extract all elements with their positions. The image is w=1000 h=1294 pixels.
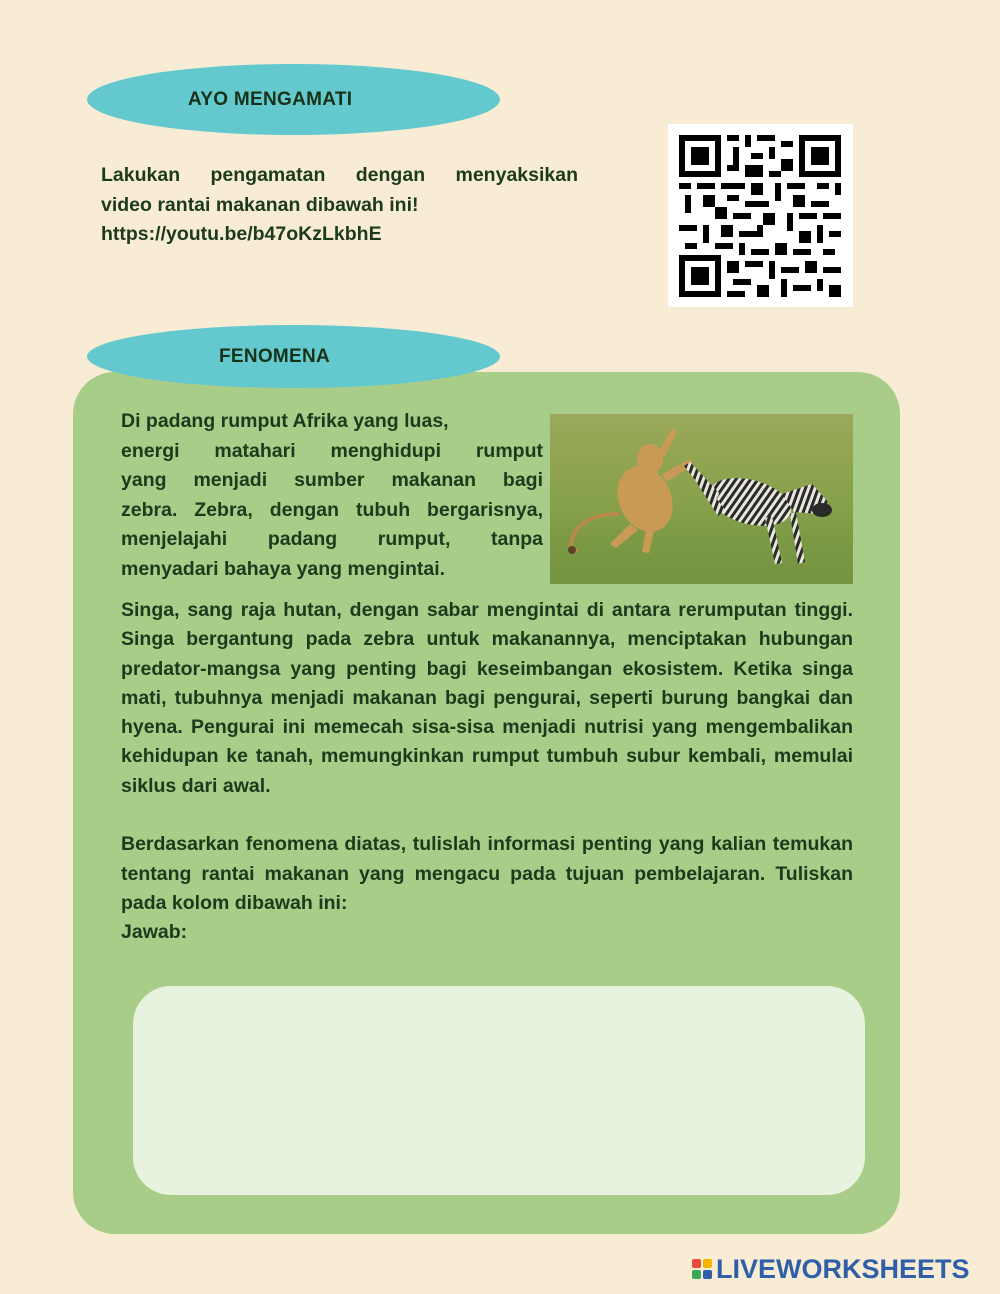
answer-label: Jawab: — [121, 921, 188, 944]
section-title-phenomenon-label: FENOMENA — [218, 345, 331, 367]
intro-line-1: Lakukan pengamatan dengan menyaksikan — [101, 164, 578, 186]
qr-code-icon — [668, 124, 853, 307]
answer-input[interactable] — [133, 986, 865, 1195]
brand-name: LIVEWORKSHEETS — [716, 1253, 970, 1284]
section-title-phenomenon — [87, 325, 500, 388]
story-line-4: zebra. Zebra, dengan tubuh bergarisnya, — [121, 498, 543, 521]
section-title-observe-label: AYO MENGAMATI — [188, 88, 353, 110]
video-link[interactable]: https://youtu.be/b47oKzLkbhE — [101, 223, 382, 245]
lion-zebra-photo — [550, 414, 853, 584]
story-line-6: menyadari bahaya yang mengintai. — [121, 557, 446, 580]
story-line-3: yang menjadi sumber makanan bagi — [121, 469, 543, 491]
story-body — [121, 596, 853, 948]
story-line-1: Di padang rumput Afrika yang luas, — [121, 410, 449, 432]
brand-icon — [692, 1259, 712, 1279]
instruction-text: Berdasarkan fenomena diatas, tulislah informasi penting yang kalian temukan tentang rantai makanan yang mengacu pada tujuan pembelajaran. Tuliskan pada kolom dibawah ini: — [121, 833, 853, 914]
section-title-observe — [87, 64, 500, 135]
liveworksheets-logo — [692, 1254, 970, 1284]
story-line-5: menjelajahi padang rumput, tanpa — [121, 528, 543, 550]
story-intro — [121, 407, 543, 584]
story-line-2: energi matahari menghidupi rumput — [121, 439, 543, 462]
intro-line-2: video rantai makanan dibawah ini! — [101, 193, 419, 216]
intro-text — [101, 161, 578, 250]
story-paragraph-2: Singa, sang raja hutan, dengan sabar mengintai di antara rerumputan tinggi. Singa bergantung pada zebra untuk makanannya, menciptakan hubungan predator-mangsa yang penting bagi keseimbangan ekosistem. Ketika singa mati, tubuhnya menjadi makanan bagi pengurai, seperti burung bangkai dan hyena. Pengurai ini memecah sisa-sisa menjadi nutrisi yang mengembalikan kehidupan ke tanah, memungkinkan rumput tumbuh subur kembali, memulai siklus dari awal. — [121, 599, 853, 797]
